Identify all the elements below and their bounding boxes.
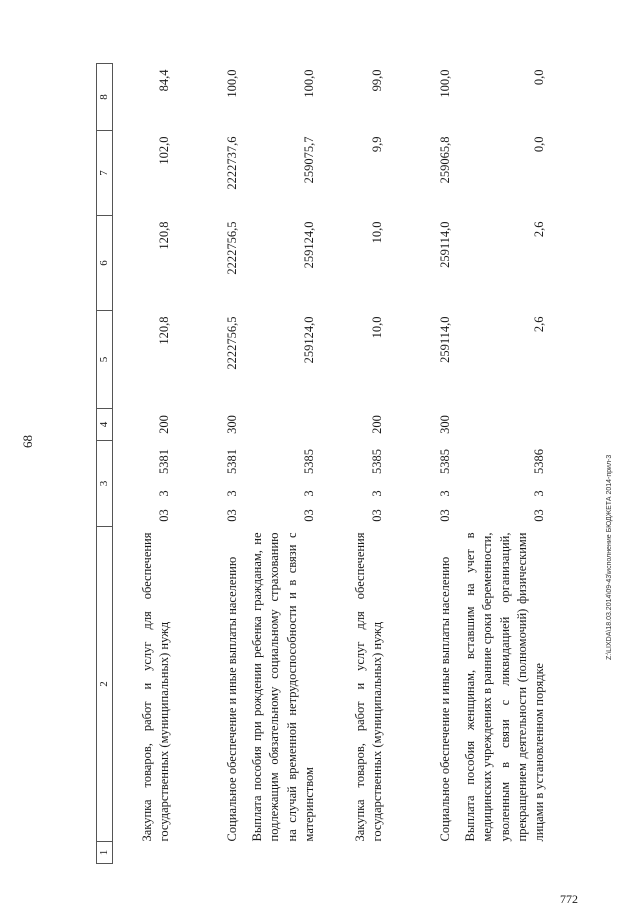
page-number-bottom: 772 (560, 892, 578, 906)
budget-table-sheet (96, 64, 591, 864)
cell-vr: 300 (437, 415, 452, 434)
cell-col-8: 100,0 (437, 69, 452, 98)
header-col-7: 7 (97, 130, 113, 215)
cell-csr: 5385 (369, 448, 384, 474)
cell-rz: 03 (224, 509, 239, 522)
cell-col-5: 2222756,5 (224, 316, 239, 370)
cell-csr: 5385 (301, 448, 316, 474)
cell-name: Выплата пособия при рождении ребенка гражданам, не подлежащим обязательному социальному страхованию на случай временной нетрудоспособности и в связи с материнством (250, 532, 316, 842)
cell-col-1 (181, 842, 249, 864)
cell-pr: 3 (301, 490, 316, 497)
table-row (394, 63, 462, 863)
cell-rz: 03 (156, 509, 171, 522)
cell-col-1 (249, 842, 326, 864)
cell-vr (249, 408, 326, 440)
cell-csr: 5386 (532, 448, 547, 474)
cell-col-5: 259114,0 (437, 316, 452, 363)
cell-col-7: 9,9 (369, 136, 384, 153)
header-col-5: 5 (97, 310, 113, 408)
cell-vr: 200 (369, 415, 384, 434)
cell-rz: 03 (437, 509, 452, 522)
page-number-top: 68 (20, 435, 35, 448)
cell-name: Выплата пособия женщинам, вставшим на учет в медицинских учреждениях в ранние сроки беременности, уволенным в связи с ликвидацией организаций, прекращением деятельности (полномочий) физическими лицами в установленном порядке (463, 532, 547, 842)
header-col-2: 2 (97, 527, 113, 842)
cell-name: Социальное обеспечение и иные выплаты населению (437, 556, 452, 842)
cell-name: Закупка товаров, работ и услуг для обеспечения государственных (муниципальных) нужд (139, 532, 171, 842)
cell-col-5: 259124,0 (301, 316, 316, 364)
cell-col-6: 120,8 (156, 221, 171, 250)
header-row (97, 63, 113, 863)
cell-name: Социальное обеспечение и иные выплаты населению (224, 556, 239, 842)
cell-vr (462, 408, 556, 440)
cell-rz: 03 (532, 509, 547, 522)
cell-col-7: 0,0 (532, 136, 547, 153)
cell-pr: 3 (369, 490, 384, 497)
header-col-6: 6 (97, 215, 113, 310)
cell-col-5: 10,0 (369, 316, 384, 339)
cell-name: Закупка товаров, работ и услуг для обеспечения государственных (муниципальных) нужд (352, 532, 384, 842)
cell-col-8: 99,0 (369, 69, 384, 92)
cell-vr: 300 (224, 415, 239, 434)
cell-pr: 3 (224, 490, 239, 497)
cell-csr: 5381 (224, 448, 239, 474)
cell-col-8: 0,0 (532, 69, 547, 86)
cell-col-5: 2,6 (532, 316, 547, 333)
cell-vr: 200 (156, 415, 171, 434)
cell-col-7: 2222737,6 (224, 136, 239, 190)
cell-col-7: 259065,8 (437, 136, 452, 184)
cell-col-6: 259114,0 (437, 221, 452, 268)
cell-col-6: 259124,0 (301, 221, 316, 269)
cell-col-7: 259075,7 (301, 136, 316, 184)
header-col-8: 8 (97, 63, 113, 130)
cell-col-7: 102,0 (156, 136, 171, 165)
cell-col-1 (113, 842, 182, 864)
cell-pr: 3 (156, 490, 171, 497)
cell-csr: 5385 (437, 448, 452, 474)
table-row (181, 63, 249, 863)
cell-csr: 5381 (156, 448, 171, 474)
table-row (113, 63, 182, 863)
header-col-4: 4 (97, 408, 113, 440)
cell-col-1 (462, 842, 556, 864)
budget-table (96, 63, 556, 864)
cell-rz: 03 (301, 509, 316, 522)
table-row (326, 63, 394, 863)
cell-pr: 3 (532, 490, 547, 497)
cell-pr: 3 (437, 490, 452, 497)
cell-col-8: 100,0 (301, 69, 316, 98)
table-row (249, 63, 326, 863)
footer-file-path: Z:\LIXDA\18.03.2014\09-43\исполнение БЮДЖЕТА 2014-прил-3 (606, 454, 613, 660)
header-col-3: 3 (97, 440, 113, 526)
cell-col-1 (394, 842, 462, 864)
cell-col-6: 2,6 (532, 221, 547, 238)
cell-col-6: 10,0 (369, 221, 384, 244)
cell-col-5: 120,8 (156, 316, 171, 345)
cell-col-8: 84,4 (156, 69, 171, 92)
table-row (462, 63, 556, 863)
cell-rz: 03 (369, 509, 384, 522)
cell-col-8: 100,0 (224, 69, 239, 98)
cell-col-6: 2222756,5 (224, 221, 239, 275)
header-col-1: 1 (97, 842, 113, 864)
cell-col-1 (326, 842, 394, 864)
